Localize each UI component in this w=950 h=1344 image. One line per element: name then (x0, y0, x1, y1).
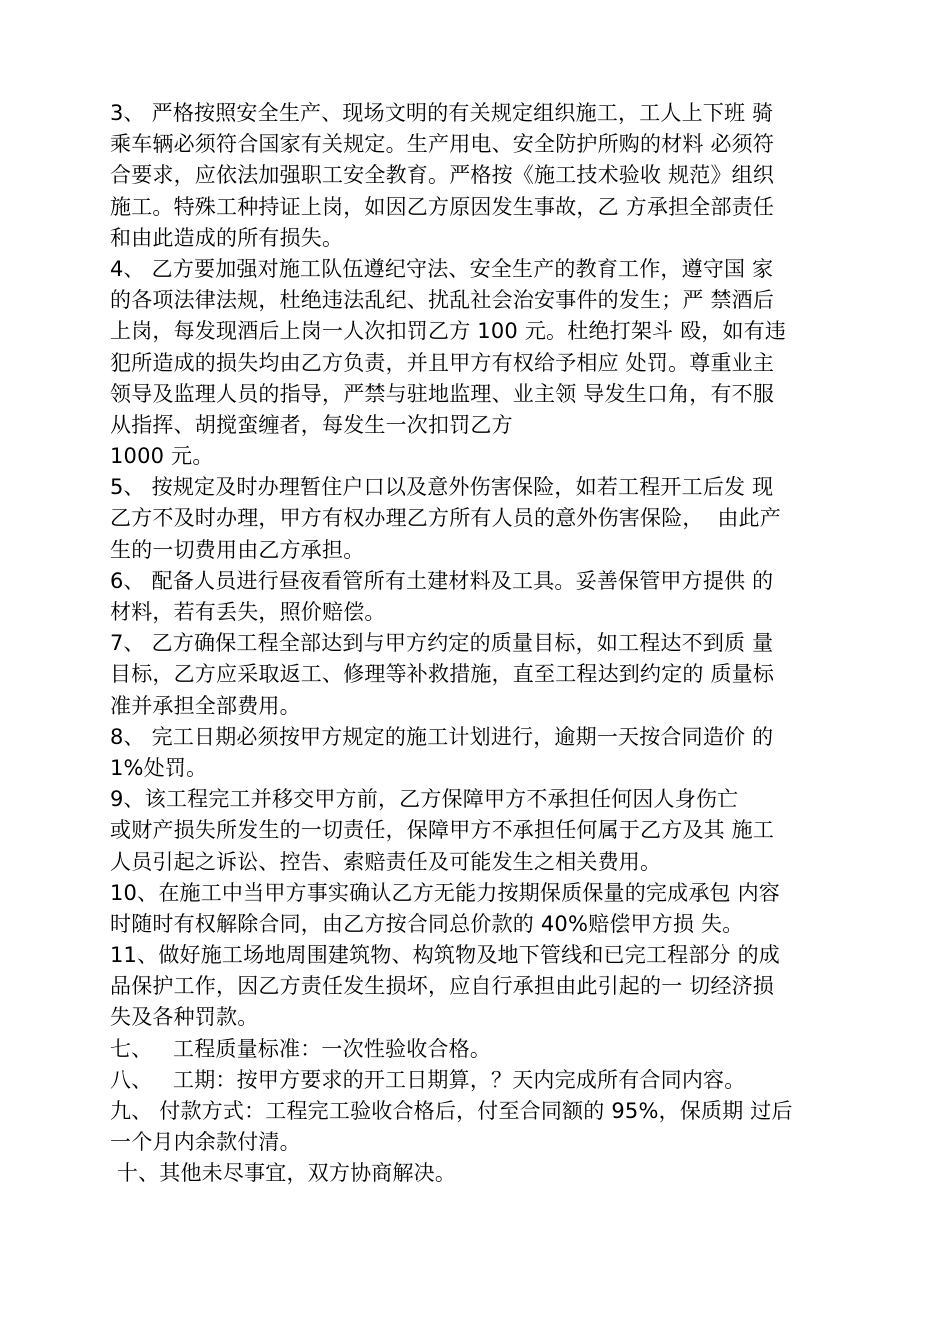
text-line: 上岗，每发现酒后上岗一人次扣罚乙方 100 元。杜绝打架斗 殴，如有违 (110, 319, 787, 344)
text-line: 材料，若有丢失，照价赔偿。 (110, 600, 386, 624)
text-line: 9、该工程完工并移交甲方前，乙方保障甲方不承担任何因人身伤亡 (110, 787, 739, 812)
text-line: 准并承担全部费用。 (110, 693, 301, 718)
text-line: 生的一切费用由乙方承担。 (110, 537, 365, 562)
text-line: 一个月内余款付清。 (110, 1130, 301, 1155)
text-line: 从指挥、胡搅蛮缠者，每发生一次扣罚乙方 (110, 412, 513, 437)
text-line: 施工。特殊工种持证上岗，如因乙方原因发生事故，乙 方承担全部责任 (110, 194, 775, 219)
text-line: 11、做好施工场地周围建筑物、构筑物及地下管线和已完工程部分 的成 (110, 943, 780, 968)
text-line: 的各项法律法规，杜绝违法乱纪、扰乱社会治安事件的发生；严 禁酒后 (110, 288, 775, 313)
text-line: 时随时有权解除合同，由乙方按合同总价款的 40%赔偿甲方损 失。 (110, 911, 744, 936)
text-line: 十、其他未尽事宜，双方协商解决。 (110, 1161, 457, 1186)
text-line: 4、 乙方要加强对施工队伍遵纪守法、安全生产的教育工作，遵守国 家 (110, 256, 774, 281)
text-line: 八、 工期：按甲方要求的开工日期算，？天内完成所有合同内容。 (110, 1067, 746, 1092)
text-line: 8、 完工日期必须按甲方规定的施工计划进行，逾期一天按合同造价 的 (110, 724, 774, 749)
text-line: 乙方不及时办理，甲方有权办理乙方所有人员的意外伤害保险， 由此产 (110, 506, 781, 531)
text-line: 犯所造成的损失均由乙方负责，并且甲方有权给予相应 处罚。尊重业主 (110, 350, 775, 375)
text-line: 和由此造成的所有损失。 (110, 225, 344, 250)
text-line: 失及各种罚款。 (110, 1005, 259, 1030)
text-line: 人员引起之诉讼、控告、索赔责任及可能发生之相关费用。 (110, 849, 662, 874)
text-line: 或财产损失所发生的一切责任，保障甲方不承担任何属于乙方及其 施工 (110, 818, 775, 843)
text-line: 领导及监理人员的指导，严禁与驻地监理、业主领 导发生口角，有不服 (110, 381, 775, 406)
text-line: 7、 乙方确保工程全部达到与甲方约定的质量目标，如工程达不到质 量 (110, 631, 774, 656)
text-line: 品保护工作，因乙方责任发生损坏，应自行承担由此引起的一 切经济损 (110, 974, 775, 999)
text-line: 3、 严格按照安全生产、现场文明的有关规定组织施工，工人上下班 骑 (110, 101, 774, 125)
text-line: 6、 配备人员进行昼夜看管所有土建材料及工具。妥善保管甲方提供 的 (110, 568, 774, 593)
text-line: 10、在施工中当甲方事实确认乙方无能力按期保质保量的完成承包 内容 (110, 880, 780, 905)
text-line: 九、 付款方式：工程完工验收合格后，付至合同额的 95%，保质期 过后 (110, 1099, 793, 1123)
document-body (110, 98, 870, 1190)
text-line: 目标，乙方应采取返工、修理等补救措施，直至工程达到约定的 质量标 (110, 662, 775, 687)
text-line: 七、 工程质量标准：一次性验收合格。 (110, 1036, 492, 1061)
text-line: 1%处罚。 (110, 755, 208, 780)
text-line: 乘车辆必须符合国家有关规定。生产用电、安全防护所购的材料 必须符 (110, 132, 775, 157)
text-line: 5、 按规定及时办理暂住户口以及意外伤害保险，如若工程开工后发 现 (110, 475, 774, 500)
text-line: 1000 元。 (110, 444, 214, 469)
text-line: 合要求，应依法加强职工安全教育。严格按《施工技术验收 规范》组织 (110, 163, 775, 188)
